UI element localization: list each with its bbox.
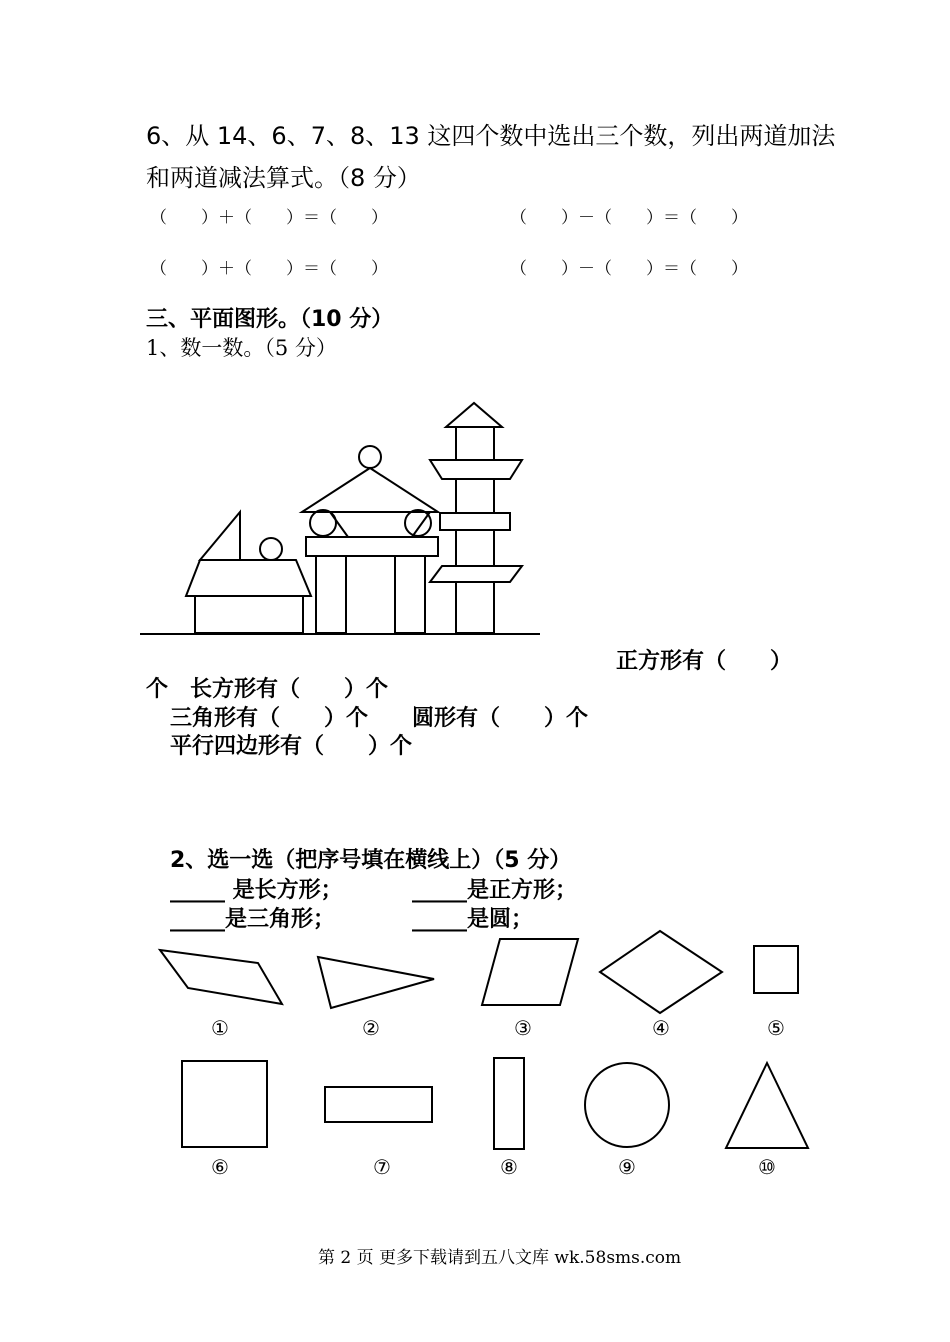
shape-9-circle — [585, 1063, 669, 1147]
shape-3-rhombus — [482, 939, 578, 1005]
question-6-line-1: 6、从 14、6、7、8、13 这四个数中选出三个数，列出两道加法 — [146, 122, 836, 150]
equation-add-2: （ ）＋（ ）＝（ ） — [150, 259, 388, 279]
count-rect-line: 个 长方形有（ ）个 — [146, 677, 389, 702]
shape-label-7: ⑦ — [373, 1155, 391, 1179]
shape-7-rectangle — [325, 1087, 432, 1122]
shape-label-1: ① — [211, 1016, 229, 1040]
shape-label-6: ⑥ — [211, 1155, 229, 1179]
shape-label-3: ③ — [514, 1016, 532, 1040]
shape-2-triangle — [318, 957, 434, 1008]
shape-10-triangle — [726, 1063, 808, 1148]
shape-4-rhombus — [600, 931, 722, 1013]
shape-8-rectangle — [494, 1058, 524, 1149]
blank-rectangle: _____ 是长方形； — [170, 878, 343, 903]
equation-sub-1: （ ）－（ ）＝（ ） — [510, 208, 748, 228]
shape-label-2: ② — [362, 1016, 380, 1040]
question-2-title: 2、选一选（把序号填在横线上）（5 分） — [170, 848, 572, 873]
shape-label-5: ⑤ — [767, 1016, 785, 1040]
section-3-heading: 三、平面图形。（10 分） — [146, 307, 394, 332]
equation-sub-2: （ ）－（ ）＝（ ） — [510, 259, 748, 279]
shape-1-parallelogram — [160, 950, 282, 1004]
count-parallelogram-line: 平行四边形有（ ）个 — [170, 734, 413, 759]
blank-triangle: _____是三角形； — [170, 907, 336, 932]
page-footer: 第 2 页 更多下载请到五八文库 wk.58sms.com — [318, 1248, 682, 1268]
shape-label-9: ⑨ — [618, 1155, 636, 1179]
count-triangle-circle-line: 三角形有（ ）个 圆形有（ ）个 — [170, 706, 589, 731]
blank-square: _____是正方形； — [412, 878, 578, 903]
shape-label-10: ⑩ — [758, 1155, 776, 1179]
shape-label-4: ④ — [652, 1016, 670, 1040]
equation-add-1: （ ）＋（ ）＝（ ） — [150, 208, 388, 228]
count-square-line: 正方形有（ ） — [616, 649, 793, 674]
question-1-title: 1、数一数。（5 分） — [146, 336, 337, 360]
shape-6-square — [182, 1061, 267, 1147]
shape-5-square — [754, 946, 798, 993]
question-6-line-2: 和两道减法算式。（8 分） — [146, 164, 421, 192]
blank-circle: _____是圆； — [412, 907, 534, 932]
shape-label-8: ⑧ — [500, 1155, 518, 1179]
